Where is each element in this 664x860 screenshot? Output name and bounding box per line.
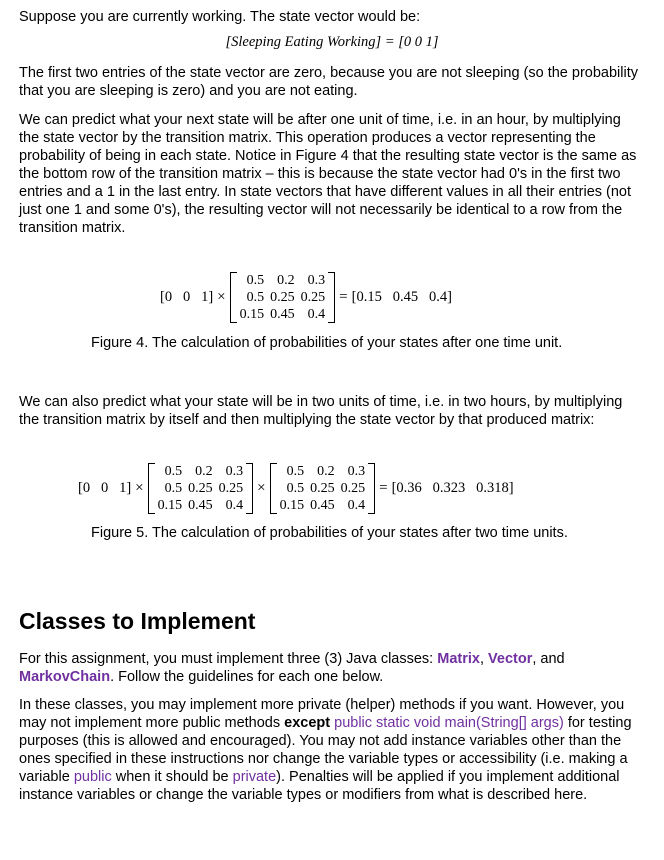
fig4-times-sign: × — [217, 289, 226, 305]
matrix-cell: 0.25 — [310, 481, 335, 496]
rules-except-bold: except — [284, 715, 331, 731]
matrix-cell: 0.2 — [195, 464, 213, 479]
fig5-transition-matrix-b — [270, 463, 376, 514]
matrix-cell: 0.5 — [286, 464, 305, 479]
matrix-cell: 0.2 — [277, 273, 295, 288]
matrix-cell: 0.25 — [340, 481, 366, 496]
fig5-state-vector: [0 0 1] — [78, 480, 132, 496]
matrix-cell: 0.15 — [279, 498, 305, 513]
matrix-cell: 0.25 — [270, 290, 295, 305]
fig5-times-sign-2: × — [257, 480, 266, 496]
intro-text: Suppose you are currently working. The state vector would be: — [19, 9, 421, 25]
fig5a-right-bracket — [246, 463, 253, 514]
fig4-matrix-table — [237, 272, 329, 323]
classes-paragraph — [19, 650, 643, 686]
main-method-signature: public static void main(String[] args) — [334, 715, 564, 731]
state-vector-eq-text: [Sleeping Eating Working] = [0 0 1] — [225, 34, 439, 50]
matrix-cell: 0.5 — [286, 481, 305, 496]
rules-text-3: for testing purposes (this is allowed and encouraged). You may not add instance variables other than the ones specified in these instructions nor change the variable types or accessibility (i.e. making a variable — [19, 715, 632, 785]
matrix-cell: 0.5 — [164, 481, 183, 496]
matrix-cell: 0.4 — [307, 307, 326, 322]
rules-paragraph — [19, 696, 643, 804]
matrix-row — [155, 497, 247, 514]
section-heading: Classes to Implement — [19, 608, 256, 634]
classes-text-2: , — [479, 651, 489, 667]
matrix-cell: 0.15 — [157, 498, 183, 513]
matrix-cell: 0.3 — [225, 464, 244, 479]
matrix-cell: 0.45 — [310, 498, 335, 513]
fig5b-left-bracket — [270, 463, 277, 514]
matrix-cell: 0.3 — [347, 464, 366, 479]
matrix-cell: 0.5 — [246, 290, 265, 305]
figure5-caption: Figure 5. The calculation of probabilities of your states after two time units. — [91, 525, 568, 541]
matrix-cell: 0.25 — [300, 290, 326, 305]
matrix-cell: 0.5 — [246, 273, 265, 288]
classes-text-4: . Follow the guidelines for each one below. — [110, 669, 384, 685]
matrix-cell: 0.25 — [188, 481, 213, 496]
matrix-cell: 0.4 — [347, 498, 366, 513]
classes-text-3: , and — [532, 651, 565, 667]
fig5b-right-bracket — [368, 463, 375, 514]
private-keyword: private — [232, 769, 277, 785]
matrix-cell: 0.45 — [188, 498, 213, 513]
fig4-left-bracket — [230, 272, 237, 323]
matrix-row — [237, 272, 329, 289]
figure4-equation — [160, 272, 452, 323]
class-name-markovchain: MarkovChain — [19, 669, 111, 685]
fig4-equals-sign: = — [339, 289, 348, 305]
fig5-times-sign: × — [135, 480, 144, 496]
fig5-transition-matrix-a — [148, 463, 254, 514]
matrix-row — [155, 480, 247, 497]
rules-text-5: ). Penalties will be applied if you implement additional instance variables or change the variable types or modifiers from what is described here. — [19, 769, 620, 803]
fig4-right-bracket — [328, 272, 335, 323]
classes-text-1: For this assignment, you must implement three (3) Java classes: — [19, 651, 438, 667]
fig5-result-vector: [0.36 0.323 0.318] — [391, 480, 514, 496]
fig5-equals-sign: = — [379, 480, 388, 496]
figure4-caption: Figure 4. The calculation of probabilities of your states after one time unit. — [91, 335, 563, 351]
matrix-cell: 0.3 — [307, 273, 326, 288]
matrix-row — [155, 463, 247, 480]
matrix-row — [237, 289, 329, 306]
matrix-cell: 0.5 — [164, 464, 183, 479]
matrix-cell: 0.45 — [270, 307, 295, 322]
two-units-paragraph: We can also predict what your state will be in two units of time, i.e. in two hours, by multiplying the transition matrix by itself and then multiplying the state vector by that produced matrix: — [19, 394, 623, 428]
figure5-equation — [78, 463, 514, 514]
matrix-cell: 0.25 — [218, 481, 244, 496]
predict-paragraph: We can predict what your next state will be after one unit of time, i.e. in an hour, by multiplying the state vector by the transition matrix. This operation produces a vector representing the probability of being in each state. Notice in Figure 4 that the resulting state vector is the same as the bottom row of the transition matrix – this is because the state vector had 0's in the first two entries and a 1 in the last entry. In state vectors that have different values in all their entries (not just one 1 and some 0's), the resulting vector will not necessarily be identical to a row from the transition matrix. — [19, 112, 637, 236]
rules-text-1: In these classes, you may implement more private (helper) methods if you want. However, you may not implement more public methods — [19, 697, 625, 731]
matrix-row — [277, 463, 369, 480]
state-vector-equation — [0, 34, 664, 51]
matrix-row — [277, 497, 369, 514]
fig4-transition-matrix — [230, 272, 336, 323]
fig4-state-vector: [0 0 1] — [160, 289, 214, 305]
matrix-row — [277, 480, 369, 497]
public-keyword: public — [73, 769, 112, 785]
fig5-matrix-b-table — [277, 463, 369, 514]
rules-text-4: when it should be — [111, 769, 233, 785]
matrix-cell: 0.15 — [239, 307, 265, 322]
fig5-matrix-a-table — [155, 463, 247, 514]
class-name-matrix: Matrix — [437, 651, 480, 667]
matrix-cell: 0.4 — [225, 498, 244, 513]
matrix-row — [237, 306, 329, 323]
zero-entries-paragraph: The first two entries of the state vector are zero, because you are not sleeping (so the probability that you are sleeping is zero) and you are not eating. — [19, 65, 638, 99]
fig5a-left-bracket — [148, 463, 155, 514]
class-name-vector: Vector — [488, 651, 533, 667]
fig4-result-vector: [0.15 0.45 0.4] — [351, 289, 452, 305]
matrix-cell: 0.2 — [317, 464, 335, 479]
